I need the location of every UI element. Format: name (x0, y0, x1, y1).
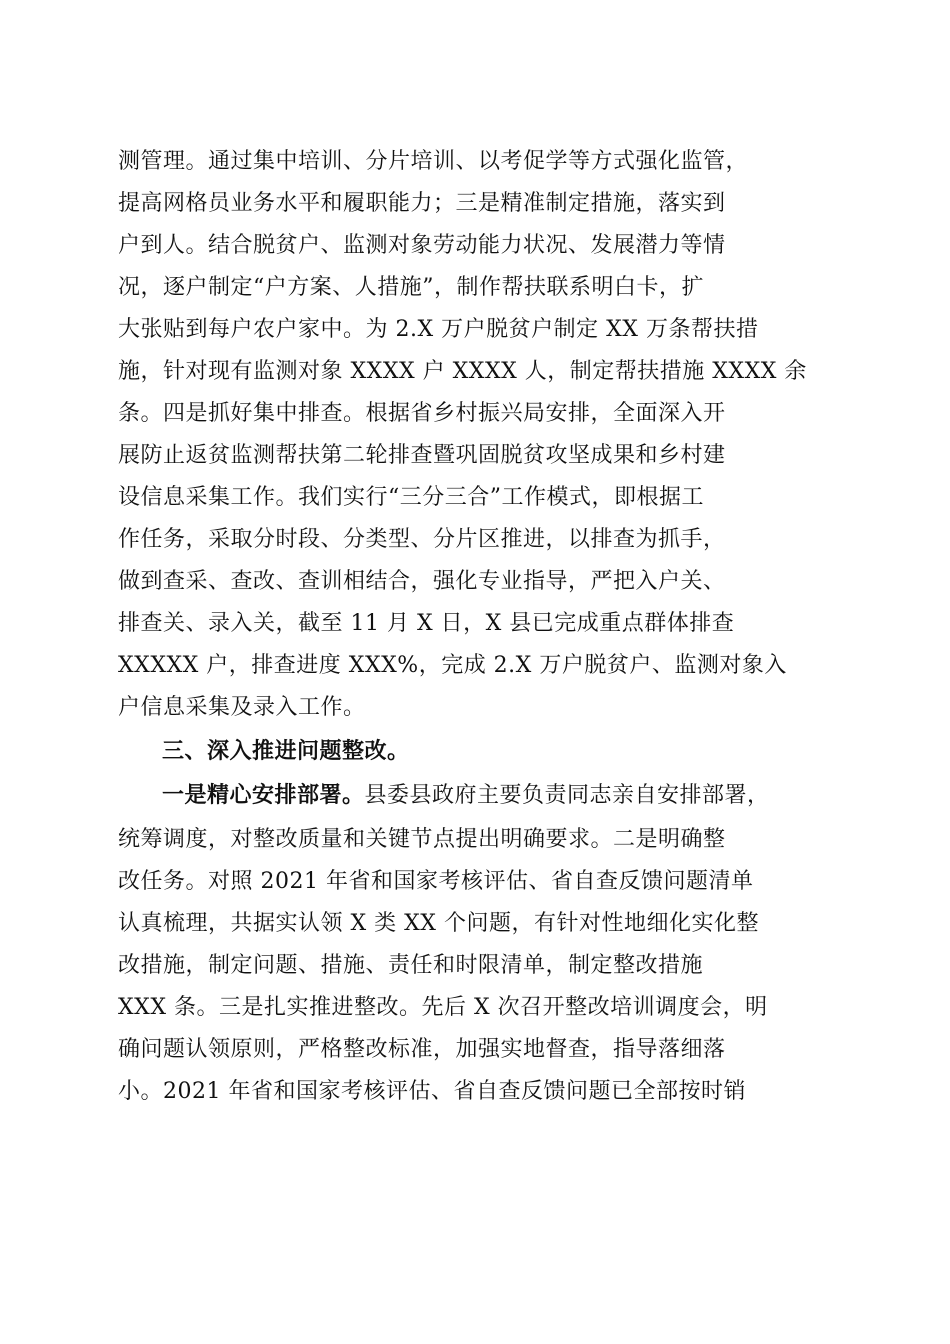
text-line: 提高网格员业务水平和履职能力；三是精准制定措施，落实到 (118, 191, 726, 216)
paragraph-first-line (162, 776, 770, 816)
text-line: 户到人。结合脱贫户、监测对象劳动能力状况、发展潜力等情 (118, 233, 726, 258)
text-line: 小。2021 年省和国家考核评估、省自查反馈问题已全部按时销 (118, 1079, 746, 1104)
text-line: 作任务，采取分时段、分类型、分片区推进，以排查为抓手， (118, 527, 726, 552)
text-line: XXX 条。三是扎实推进整改。先后 X 次召开整改培训调度会，明 (118, 995, 768, 1020)
paragraph-lead: 一是精心安排部署。 (162, 783, 365, 808)
text-line: 测管理。通过集中培训、分片培训、以考促学等方式强化监管， (118, 149, 749, 174)
text-line: 排查关、录入关，截至 11 月 X 日，X 县已完成重点群体排查 (118, 611, 735, 636)
text-line: 认真梳理，共据实认领 X 类 XX 个问题，有针对性地细化实化整 (118, 911, 759, 936)
text-line: 改任务。对照 2021 年省和国家考核评估、省自查反馈问题清单 (118, 869, 754, 894)
text-line: 展防止返贫监测帮扶第二轮排查暨巩固脱贫攻坚成果和乡村建 (118, 443, 726, 468)
paragraph-first-line-text: 县委县政府主要负责同志亲自安排部署， (364, 783, 770, 808)
text-line: 确问题认领原则，严格整改标准，加强实地督查，指导落细落 (118, 1037, 726, 1062)
text-line: 改措施，制定问题、措施、责任和时限清单，制定整改措施 (118, 953, 704, 978)
text-line: 况，逐户制定“户方案、人措施”，制作帮扶联系明白卡，扩 (118, 275, 704, 300)
text-line: 统筹调度，对整改质量和关键节点提出明确要求。二是明确整 (118, 827, 726, 852)
text-line: XXXXX 户，排查进度 XXX%，完成 2.X 万户脱贫户、监测对象入 (118, 653, 787, 678)
text-line: 条。四是抓好集中排查。根据省乡村振兴局安排，全面深入开 (118, 401, 726, 426)
text-line: 设信息采集工作。我们实行“三分三合”工作模式，即根据工 (118, 485, 704, 510)
text-line: 施，针对现有监测对象 XXXX 户 XXXX 人，制定帮扶措施 XXXX 余 (118, 359, 807, 384)
text-line: 大张贴到每户农户家中。为 2.X 万户脱贫户制定 XX 万条帮扶措 (118, 317, 759, 342)
text-line: 户信息采集及录入工作。 (118, 695, 366, 720)
text-line: 做到查采、查改、查训相结合，强化专业指导，严把入户关、 (118, 569, 726, 594)
section-heading: 三、深入推进问题整改。 (162, 739, 410, 764)
